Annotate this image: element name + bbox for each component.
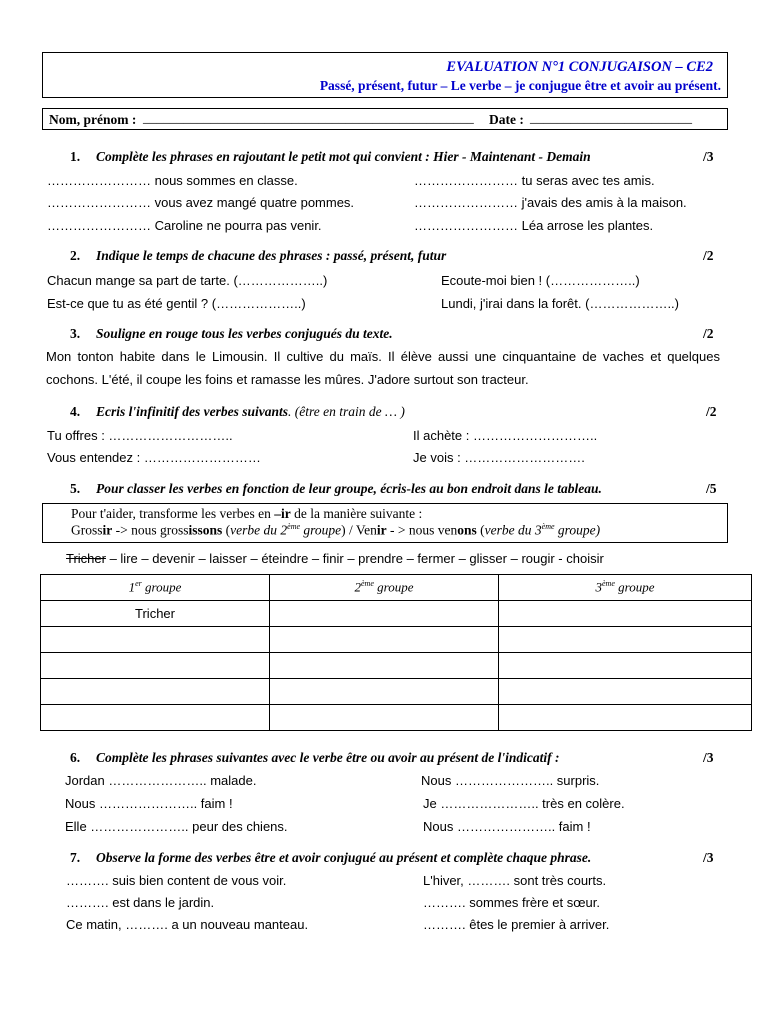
q6-instruction: 6. Complète les phrases suivantes avec le verbe être ou avoir au présent de l'indicatif : (70, 750, 560, 765)
table-cell[interactable] (499, 601, 752, 627)
table-cell[interactable] (41, 627, 270, 653)
table-cell[interactable] (270, 679, 499, 705)
student-info-box (42, 108, 728, 130)
q1-line-5: …………………… Caroline ne pourra pas venir. (47, 218, 322, 233)
verb-struck: Tricher (66, 551, 106, 566)
q1-line-2: …………………… tu seras avec tes amis. (414, 173, 655, 188)
col-header-group-2: 2ème groupe (270, 575, 499, 601)
q1-points: /3 (703, 149, 714, 164)
q5-instruction: 5. Pour classer les verbes en fonction de leur groupe, écris-les au bon endroit dans le tableau. (70, 481, 602, 496)
q7-line-1: ………. suis bien content de vous voir. (66, 873, 287, 888)
help-line-2: Grossir -> nous grossissons (verbe du 2ème groupe) / Venir - > nous venons (verbe du 3ème groupe) (71, 522, 601, 538)
q6-line-3: Nous ………………….. faim ! (65, 796, 233, 811)
table-cell[interactable] (499, 653, 752, 679)
q3-instruction: 3. Souligne en rouge tous les verbes conjugués du texte. (70, 326, 393, 341)
table-row (41, 627, 752, 653)
table-cell[interactable] (499, 679, 752, 705)
help-line-1: Pour t'aider, transforme les verbes en –ir de la manière suivante : (71, 506, 423, 521)
table-row (41, 653, 752, 679)
q3-points: /2 (703, 326, 714, 341)
q2-line-4: Lundi, j'irai dans la forêt. (………………..) (441, 296, 679, 311)
table-cell: Tricher (41, 601, 270, 627)
table-cell[interactable] (41, 679, 270, 705)
q2-points: /2 (703, 248, 714, 263)
q7-instruction: 7. Observe la forme des verbes être et avoir conjugué au présent et complète chaque phrase. (70, 850, 592, 865)
table-cell[interactable] (499, 627, 752, 653)
q6-points: /3 (703, 750, 714, 765)
q7-points: /3 (703, 850, 714, 865)
q2-line-1: Chacun mange sa part de tarte. (………………..) (47, 273, 328, 288)
q4-points: /2 (706, 404, 717, 419)
q4-line-1: Tu offres : ……………………….. (47, 428, 233, 443)
worksheet-title: EVALUATION N°1 CONJUGAISON – CE2 (446, 59, 713, 75)
table-cell[interactable] (41, 653, 270, 679)
q3-text: Mon tonton habite dans le Limousin. Il cultive du maïs. Il élève aussi une cinquantaine de vaches et quelques cochons. L'été, il coupe les foins et ramasse les mûres. J'adore surtout son tracteur. (46, 349, 720, 387)
table-cell[interactable] (270, 653, 499, 679)
date-blank: ________________________ (530, 110, 692, 125)
q4-line-3: Vous entendez : ……………………… (47, 450, 261, 465)
q1-line-6: …………………… Léa arrose les plantes. (414, 218, 654, 233)
q4-line-4: Je vois : ………………………. (413, 450, 585, 465)
table-cell[interactable] (499, 705, 752, 731)
q1-instruction: 1. Complète les phrases en rajoutant le petit mot qui convient : Hier - Maintenant - Demain (70, 149, 591, 164)
q1-line-3: …………………… vous avez mangé quatre pommes. (47, 195, 355, 210)
col-header-group-1: 1er groupe (41, 575, 270, 601)
table-row (41, 601, 752, 627)
table-cell[interactable] (270, 601, 499, 627)
help-box (42, 503, 728, 543)
q7-line-2: L'hiver, ………. sont très courts. (423, 873, 607, 888)
date-label: Date : (489, 112, 524, 127)
q2-line-2: Ecoute-moi bien ! (………………..) (441, 273, 640, 288)
q2-instruction: 2. Indique le temps de chacune des phrases : passé, présent, futur (70, 248, 447, 263)
q6-line-2: Nous ………………….. surpris. (421, 773, 600, 788)
table-cell[interactable] (270, 705, 499, 731)
q7-line-4: ………. sommes frère et sœur. (423, 895, 600, 910)
col-header-group-3: 3ème groupe (499, 575, 752, 601)
name-blank: _________________________________________________ (143, 110, 474, 125)
q7-line-5: Ce matin, ………. a un nouveau manteau. (66, 917, 309, 932)
worksheet-subtitle: Passé, présent, futur – Le verbe – je conjugue être et avoir au présent. (319, 78, 721, 93)
q5-points: /5 (706, 481, 717, 496)
q6-line-5: Elle ………………….. peur des chiens. (65, 819, 288, 834)
verb-group-table (40, 574, 752, 731)
q1-line-4: …………………… j'avais des amis à la maison. (414, 195, 687, 210)
q4-line-2: Il achète : ……………………….. (413, 428, 598, 443)
q6-line-6: Nous ………………….. faim ! (423, 819, 591, 834)
verb-list: Tricher – lire – devenir – laisser – éteindre – finir – prendre – fermer – glisser – rougir - choisir (66, 551, 604, 566)
title-box (42, 52, 728, 98)
table-cell[interactable] (270, 627, 499, 653)
q6-line-1: Jordan ………………….. malade. (65, 773, 257, 788)
table-row (41, 705, 752, 731)
q1-line-1: …………………… nous sommes en classe. (47, 173, 298, 188)
name-label: Nom, prénom : (49, 112, 137, 127)
q4-instruction: 4. Ecris l'infinitif des verbes suivants. (être en train de … ) (70, 404, 405, 419)
table-cell[interactable] (41, 705, 270, 731)
q7-line-6: ………. êtes le premier à arriver. (423, 917, 610, 932)
table-row (41, 679, 752, 705)
q6-line-4: Je ………………….. très en colère. (423, 796, 625, 811)
q7-line-3: ………. est dans le jardin. (66, 895, 215, 910)
q2-line-3: Est-ce que tu as été gentil ? (………………..) (47, 296, 306, 311)
